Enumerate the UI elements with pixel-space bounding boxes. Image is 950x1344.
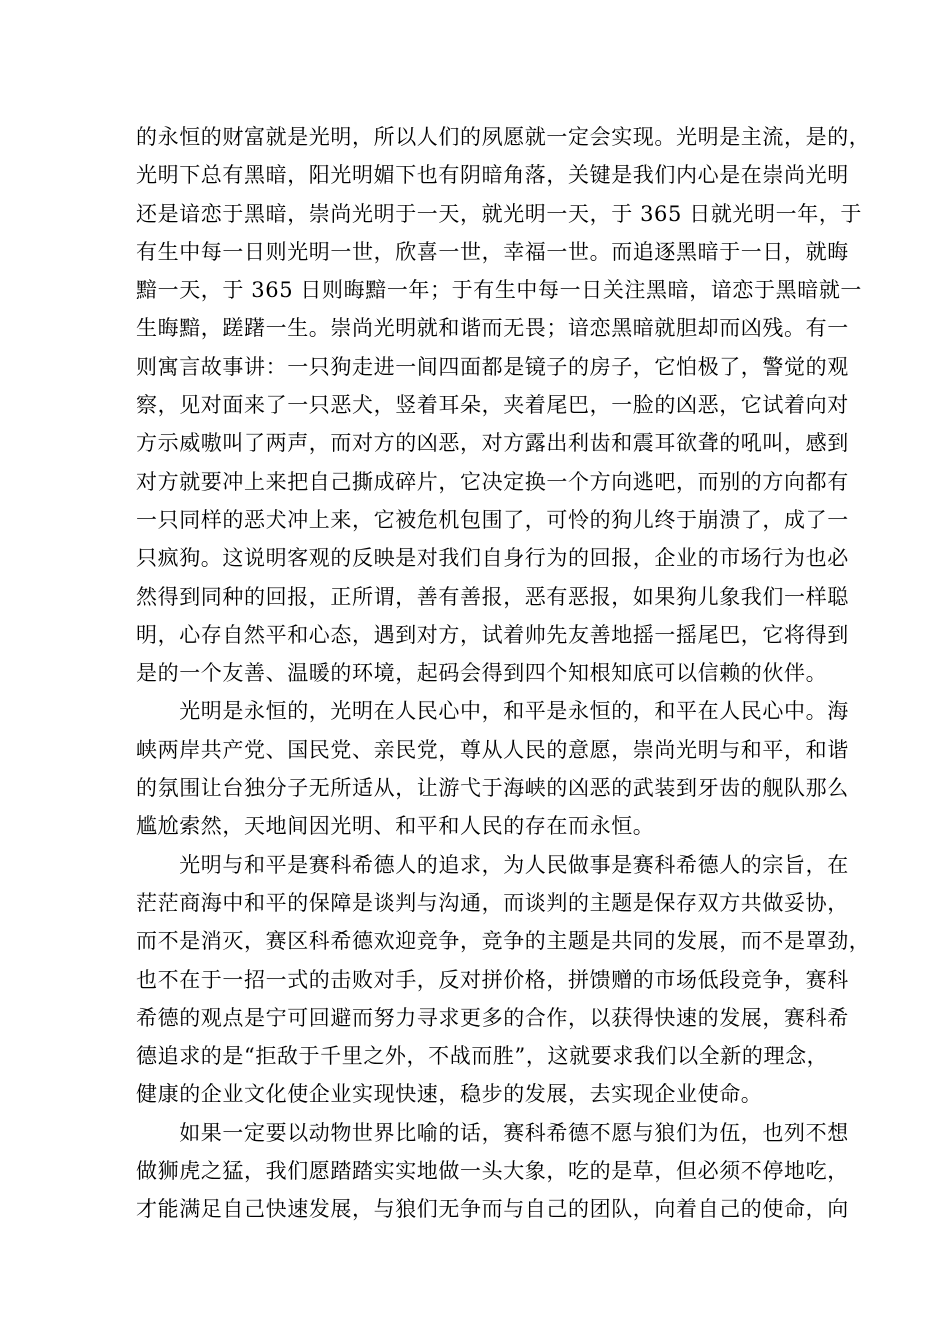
text-line: 光明是永恒的，光明在人民心中，和平是永恒的，和平在人民心中。海 <box>136 699 849 724</box>
text-line: 还是谙恋于黑暗，崇尚光明于一天，就光明一天，于 365 日就光明一年，于 <box>136 201 863 226</box>
text-line: 的氛围让台独分子无所适从，让游弋于海峡的凶恶的武装到牙齿的舰队那么 <box>136 776 849 801</box>
text-line: 则寓言故事讲：一只狗走进一间四面都是镜子的房子，它怕极了，警觉的观 <box>136 354 849 379</box>
text-line: 尴尬索然，天地间因光明、和平和人民的存在而永恒。 <box>136 814 655 839</box>
document-body <box>136 118 871 1229</box>
text-line: 茫茫商海中和平的保障是谈判与沟通，而谈判的主题是保存双方共做妥协， <box>136 890 849 915</box>
text-line: 黯一天，于 365 日则晦黯一年；于有生中每一日关注黑暗，谙恋于黑暗就一 <box>136 278 863 303</box>
paragraph-4 <box>136 1114 849 1229</box>
text-line: 明，心存自然平和心态，遇到对方，试着帅先友善地摇一摇尾巴，它将得到 <box>136 622 849 647</box>
text-line: 也不在于一招一式的击败对手，反对拼价格，拼馈赠的市场低段竞争，赛科 <box>136 967 849 992</box>
text-line: 德追求的是“拒敌于千里之外，不战而胜”，这就要求我们以全新的理念， <box>136 1044 829 1069</box>
text-line: 是的一个友善、温暖的环境，起码会得到四个知根知底可以信赖的伙伴。 <box>136 661 828 686</box>
text-line: 光明下总有黑暗，阳光明媚下也有阴暗角落，关键是我们内心是在崇尚光明 <box>136 163 849 188</box>
text-line: 察，见对面来了一只恶犬，竖着耳朵，夹着尾巴，一脸的凶恶，它试着向对 <box>136 393 849 418</box>
text-line: 才能满足自己快速发展，与狼们无争而与自己的团队，向着自己的使命，向 <box>136 1197 849 1222</box>
text-line: 然得到同种的回报，正所谓，善有善报，恶有恶报，如果狗儿象我们一样聪 <box>136 584 849 609</box>
text-line: 希德的观点是宁可回避而努力寻求更多的合作，以获得快速的发展，赛科希 <box>136 1005 849 1030</box>
text-line: 峡两岸共产党、国民党、亲民党，尊从人民的意愿，崇尚光明与和平，和谐 <box>136 737 849 762</box>
text-line: 生晦黯，蹉躇一生。崇尚光明就和谐而无畏；谙恋黑暗就胆却而凶残。有一 <box>136 316 849 341</box>
paragraph-2 <box>136 692 849 845</box>
text-line: 对方就要冲上来把自己撕成碎片，它决定换一个方向逃吧，而别的方向都有 <box>136 469 849 494</box>
text-line: 如果一定要以动物世界比喻的话，赛科希德不愿与狼们为伍，也列不想 <box>136 1120 849 1145</box>
text-line: 做狮虎之猛，我们愿踏踏实实地做一头大象，吃的是草，但必须不停地吃， <box>136 1159 849 1184</box>
text-line: 健康的企业文化使企业实现快速，稳步的发展，去实现企业使命。 <box>136 1082 763 1107</box>
text-line: 光明与和平是赛科希德人的追求，为人民做事是赛科希德人的宗旨，在 <box>136 852 849 877</box>
text-line: 而不是消灭，赛区科希德欢迎竞争，竞争的主题是共同的发展，而不是罩劲， <box>136 929 871 954</box>
paragraph-3 <box>136 846 871 1114</box>
text-line: 方示威嗷叫了两声，而对方的凶恶，对方露出利齿和震耳欲聋的吼叫，感到 <box>136 431 849 456</box>
paragraph-1 <box>136 118 871 692</box>
text-line: 的永恒的财富就是光明，所以人们的夙愿就一定会实现。光明是主流，是的， <box>136 125 871 149</box>
text-line: 只疯狗。这说明客观的反映是对我们自身行为的回报，企业的市场行为也必 <box>136 546 849 571</box>
text-line: 有生中每一日则光明一世，欣喜一世，幸福一世。而追逐黑暗于一日，就晦 <box>136 239 849 264</box>
text-line: 一只同样的恶犬冲上来，它被危机包围了，可怜的狗儿终于崩溃了，成了一 <box>136 507 849 532</box>
